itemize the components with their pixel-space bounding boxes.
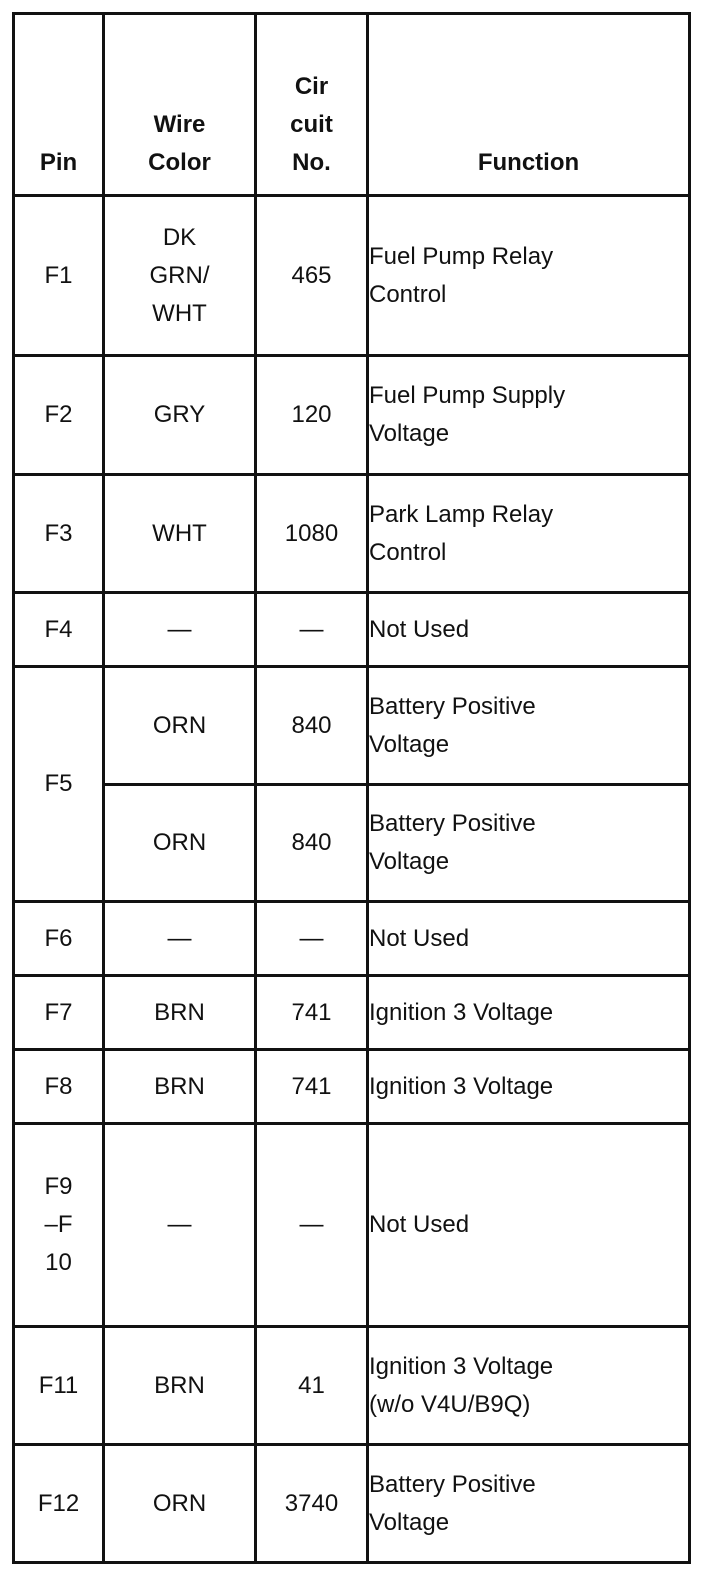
wire-color-line: GRY — [153, 401, 206, 428]
function-line: Voltage — [369, 730, 450, 758]
circuit-cell — [256, 475, 368, 593]
wire-color-cell — [104, 1124, 256, 1327]
wire-color-cell — [104, 196, 256, 356]
circuit-cell — [256, 1327, 368, 1445]
wire-color-cell — [104, 1445, 256, 1563]
pin-cell — [14, 475, 104, 593]
function-cell — [368, 1445, 690, 1563]
pin-value: F4 — [44, 615, 73, 643]
circuit-value: 741 — [291, 1072, 332, 1100]
function-line: Voltage — [369, 1508, 450, 1536]
function-cell — [368, 196, 690, 356]
header-circuit-no-line-2: cuit — [290, 111, 333, 138]
header-row — [14, 14, 690, 196]
pin-value: F2 — [44, 401, 73, 428]
pin-value: F6 — [44, 924, 73, 952]
function-cell — [368, 1050, 690, 1124]
circuit-cell — [256, 356, 368, 475]
circuit-value: 840 — [291, 711, 332, 739]
wire-color-line: GRN/ — [149, 261, 210, 289]
wire-color-line: BRN — [154, 1371, 205, 1399]
header-function — [368, 14, 690, 196]
function-line: Voltage — [369, 848, 450, 875]
table-row — [14, 1445, 690, 1563]
circuit-value: — — [299, 615, 324, 643]
circuit-cell — [256, 976, 368, 1050]
circuit-value: 840 — [291, 829, 332, 856]
header-circuit-no-line-3: No. — [292, 149, 331, 176]
header-circuit-no — [256, 14, 368, 196]
pin-value-line: 10 — [45, 1249, 72, 1276]
function-line: Ignition 3 Voltage — [369, 1352, 554, 1380]
pin-value: F8 — [44, 1072, 73, 1100]
function-cell — [368, 593, 690, 667]
header-wire-color-line-2: Color — [148, 149, 211, 176]
wire-color-cell — [104, 667, 256, 785]
circuit-cell — [256, 785, 368, 902]
header-pin — [14, 14, 104, 196]
pin-value: F1 — [44, 261, 73, 289]
circuit-cell — [256, 196, 368, 356]
function-line: Ignition 3 Voltage — [369, 998, 554, 1026]
header-wire-color-line-1: Wire — [153, 111, 206, 138]
circuit-value: 741 — [291, 998, 332, 1026]
pin-cell — [14, 1445, 104, 1563]
function-line: Battery Positive — [369, 692, 536, 720]
pin-value: F3 — [44, 519, 73, 547]
table-row — [14, 902, 690, 976]
wire-color-cell — [104, 475, 256, 593]
function-line: Battery Positive — [369, 810, 536, 837]
wire-color-line: WHT — [152, 519, 207, 547]
function-line: Control — [369, 280, 447, 308]
wire-color-line: — — [167, 924, 192, 952]
function-cell — [368, 667, 690, 785]
function-cell — [368, 976, 690, 1050]
function-line: Not Used — [369, 615, 470, 643]
pin-value-line: F9 — [44, 1173, 73, 1200]
table-row — [14, 1124, 690, 1327]
wire-color-cell — [104, 593, 256, 667]
function-line: Park Lamp Relay — [369, 500, 554, 528]
pin-cell — [14, 1050, 104, 1124]
circuit-cell — [256, 1124, 368, 1327]
function-line: Control — [369, 538, 447, 566]
wire-color-cell — [104, 976, 256, 1050]
function-cell — [368, 785, 690, 902]
circuit-value: — — [299, 924, 324, 952]
function-cell — [368, 1327, 690, 1445]
circuit-value: 465 — [291, 261, 332, 289]
function-cell — [368, 356, 690, 475]
function-line: Voltage — [369, 420, 450, 447]
table-row — [14, 976, 690, 1050]
pin-cell — [14, 593, 104, 667]
pin-value: F7 — [44, 998, 73, 1026]
header-wire-color — [104, 14, 256, 196]
wire-color-line: — — [167, 615, 192, 643]
circuit-value: 3740 — [284, 1489, 339, 1517]
circuit-cell — [256, 667, 368, 785]
function-line: Ignition 3 Voltage — [369, 1072, 554, 1100]
circuit-value: 41 — [298, 1371, 325, 1399]
circuit-value: 1080 — [284, 519, 339, 547]
wire-color-line: DK — [162, 223, 197, 251]
function-cell — [368, 902, 690, 976]
table-row — [14, 1327, 690, 1445]
header-circuit-no-line-1: Cir — [294, 73, 329, 100]
function-line: Battery Positive — [369, 1470, 536, 1498]
function-cell — [368, 475, 690, 593]
wire-color-line: WHT — [152, 299, 207, 327]
wire-color-line: ORN — [152, 1489, 207, 1517]
pin-cell — [14, 356, 104, 475]
table-row — [14, 1050, 690, 1124]
circuit-cell — [256, 593, 368, 667]
wire-color-line: — — [167, 1211, 192, 1238]
table-row — [14, 667, 690, 785]
function-line: Fuel Pump Relay — [369, 242, 554, 270]
pin-value-line: –F — [44, 1211, 73, 1238]
pin-cell — [14, 1124, 104, 1327]
wire-color-cell — [104, 1327, 256, 1445]
header-pin-label: Pin — [39, 149, 78, 176]
function-line: Fuel Pump Supply — [369, 382, 566, 409]
pin-value: F12 — [37, 1489, 80, 1517]
pin-cell — [14, 667, 104, 902]
table-row — [14, 356, 690, 475]
wire-color-line: ORN — [152, 829, 207, 856]
function-line: (w/o V4U/B9Q) — [369, 1390, 531, 1418]
pin-cell — [14, 976, 104, 1050]
table-row — [14, 785, 690, 902]
circuit-cell — [256, 1445, 368, 1563]
pin-value: F5 — [44, 770, 73, 797]
circuit-cell — [256, 902, 368, 976]
circuit-cell — [256, 1050, 368, 1124]
pin-cell — [14, 1327, 104, 1445]
wire-color-line: BRN — [154, 998, 205, 1026]
wire-color-cell — [104, 902, 256, 976]
wire-color-cell — [104, 785, 256, 902]
circuit-value: — — [299, 1211, 324, 1238]
function-cell — [368, 1124, 690, 1327]
function-line: Not Used — [369, 924, 470, 952]
table-row — [14, 475, 690, 593]
table-row — [14, 196, 690, 356]
circuit-value: 120 — [291, 401, 332, 428]
pin-value: F11 — [38, 1371, 79, 1399]
wire-color-cell — [104, 1050, 256, 1124]
header-function-label: Function — [477, 149, 580, 176]
pin-cell — [14, 196, 104, 356]
table-row — [14, 593, 690, 667]
connector-pin-table — [12, 12, 691, 1564]
wire-color-line: ORN — [152, 711, 207, 739]
wire-color-line: BRN — [154, 1072, 205, 1100]
function-line: Not Used — [369, 1211, 470, 1238]
pin-cell — [14, 902, 104, 976]
wire-color-cell — [104, 356, 256, 475]
